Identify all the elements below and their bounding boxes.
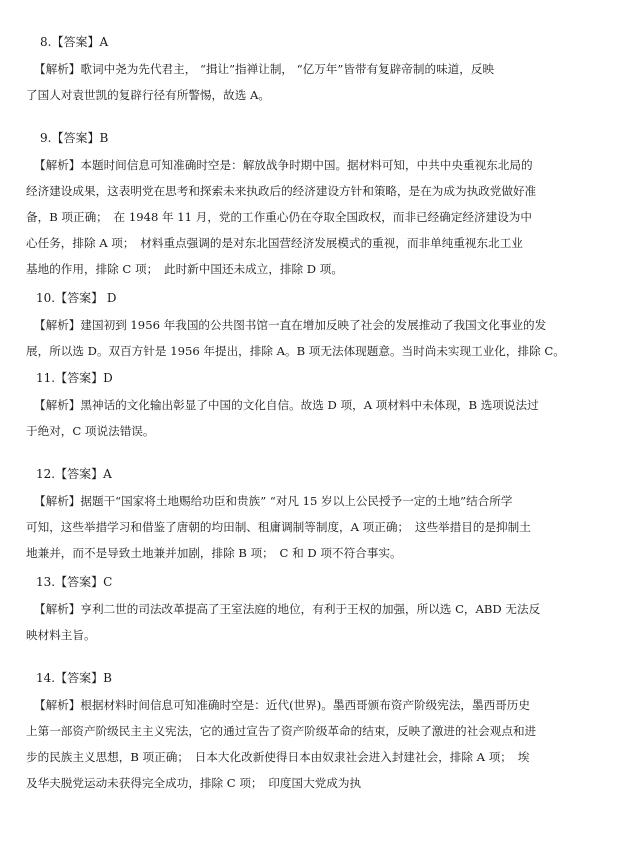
explanation-9-line-2: 经济建设成果，这表明党在思考和探索未来执政后的经济建设方针和策略，是在为成为执政党做好准 [26, 184, 537, 198]
explanation-9-line-1: 【解析】本题时间信息可知准确时空是：解放战争时期中国。据材料可知，中共中央重视东北局的 [34, 158, 533, 172]
explanation-10-line-1: 【解析】建国初到 1956 年我国的公共图书馆一直在增加反映了社会的发展推动了我国文化事业的发 [34, 318, 547, 332]
explanation-14-line-2: 上第一部资产阶级民主主义宪法，它的通过宣告了资产阶级革命的结束，反映了激进的社会观点和进 [26, 724, 537, 738]
explanation-13-line-2: 映材料主旨。 [26, 628, 96, 642]
answer-9: 9.【答案】B [40, 131, 109, 145]
explanation-12-line-3: 地兼并，而不是导致土地兼并加剧，排除 B 项； C 和 D 项不符合事实。 [26, 546, 402, 560]
explanation-8-line-2: 了国人对袁世凯的复辟行径有所警惕，故选 A。 [26, 88, 270, 102]
explanation-13-line-1: 【解析】亨利二世的司法改革提高了王室法庭的地位，有利于王权的加强，所以选 C，ABD 无法反 [34, 602, 541, 616]
answer-14: 14.【答案】B [36, 671, 112, 685]
answer-10: 10.【答案】 D [36, 291, 117, 305]
explanation-8-line-1: 【解析】歌词中尧为先代君主， “揖让”指禅让制， “亿万年”皆带有复辟帝制的味道，反映 [34, 62, 495, 76]
explanation-14-line-4: 及华夫脱党运动未获得完全成功，排除 C 项； 印度国大党成为执 [26, 776, 362, 790]
explanation-14-line-1: 【解析】根据材料时间信息可知准确时空是：近代(世界)。墨西哥颁布资产阶级宪法，墨西哥历史 [34, 698, 530, 712]
explanation-14-line-3: 步的民族主义思想，B 项正确； 日本大化改新使得日本由奴隶社会进入封建社会，排除 A 项； 埃 [26, 750, 530, 764]
answer-8: 8.【答案】A [40, 35, 109, 49]
explanation-9-line-5: 基地的作用，排除 C 项； 此时新中国还未成立，排除 D 项。 [26, 262, 343, 276]
explanation-11-line-2: 于绝对，C 项说法错误。 [26, 424, 155, 438]
explanation-12-line-2: 可知，这些举措学习和借鉴了唐朝的均田制、租庸调制等制度，A 项正确； 这些举措目的是抑制土 [26, 520, 531, 534]
explanation-9-line-3: 备，B 项正确； 在 1948 年 11 月，党的工作重心仍在夺取全国政权，而非已经确定经济建设为中 [26, 210, 532, 224]
explanation-9-line-4: 心任务，排除 A 项； 材料重点强调的是对东北国营经济发展模式的重视，而非单纯重视东北工业 [26, 236, 523, 250]
explanation-10-line-2: 展，所以选 D。双百方针是 1956 年提出，排除 A。B 项无法体现题意。当时尚未实现工业化，排除 C。 [26, 344, 565, 358]
answer-11: 11.【答案】D [36, 371, 113, 385]
explanation-11-line-1: 【解析】黑神话的文化输出彰显了中国的文化自信。故选 D 项，A 项材料中未体现，B 选项说法过 [34, 398, 539, 412]
answer-13: 13.【答案】C [36, 575, 113, 589]
answer-12: 12.【答案】A [36, 467, 112, 481]
explanation-12-line-1: 【解析】据题干“国家将土地赐给功臣和贵族” “对凡 15 岁以上公民授予一定的土地”结合所学 [34, 494, 513, 508]
